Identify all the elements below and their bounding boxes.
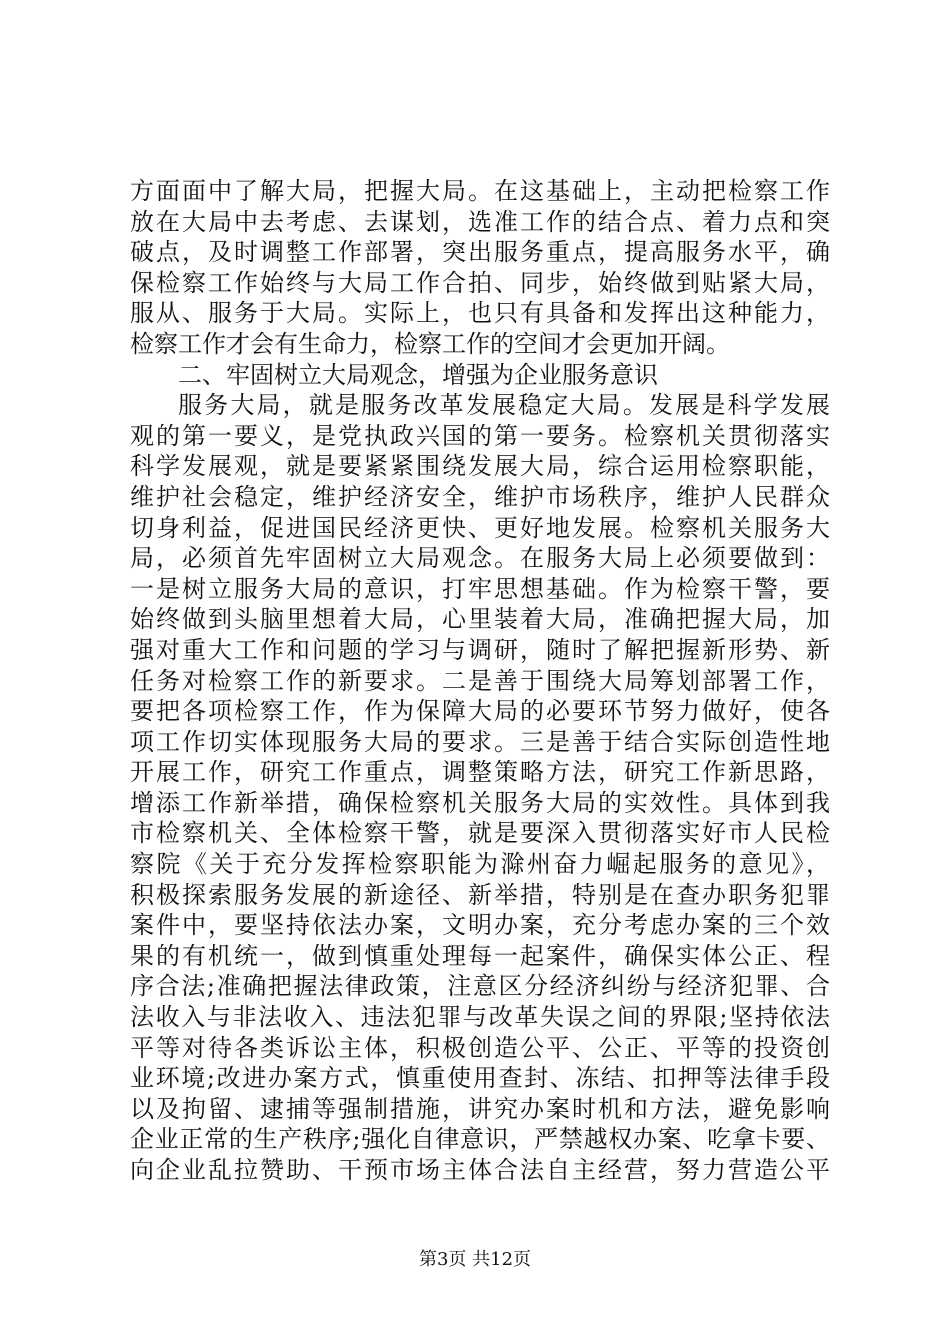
text-line: 检察工作才会有生命力，检察工作的空间才会更加开阔。 <box>130 329 730 358</box>
text-line: 向企业乱拉赞助、干预市场主体合法自主经营，努力营造公平 <box>130 1156 830 1184</box>
page-number: 第3页 共12页 <box>418 1249 532 1270</box>
text-line: 切身利益，促进国民经济更快、更好地发展。检察机关服务大 <box>130 513 830 542</box>
text-line: 保检察工作始终与大局工作合拍、同步，始终做到贴紧大局， <box>130 268 830 297</box>
text-line: 积极探索服务发展的新途径、新举措，特别是在查办职务犯罪 <box>130 880 830 909</box>
paragraph-body <box>130 390 830 1185</box>
text-line: 项工作切实体现服务大局的要求。三是善于结合实际创造性地 <box>130 727 830 756</box>
text-line: 局，必须首先牢固树立大局观念。在服务大局上必须要做到： <box>130 544 830 573</box>
text-line: 始终做到头脑里想着大局，心里装着大局，准确把握大局，加 <box>130 605 830 634</box>
text-line: 方面面中了解大局，把握大局。在这基础上，主动把检察工作 <box>130 177 830 205</box>
text-line: 序合法;准确把握法律政策，注意区分经济纠纷与经济犯罪、合 <box>130 972 830 1001</box>
text-line: 市检察机关、全体检察干警，就是要深入贯彻落实好市人民检 <box>130 819 830 848</box>
text-line: 任务对检察工作的新要求。二是善于围绕大局筹划部署工作， <box>130 666 830 695</box>
text-line: 企业正常的生产秩序;强化自律意识，严禁越权办案、吃拿卡要、 <box>130 1125 830 1154</box>
section-heading: 二、牢固树立大局观念，增强为企业服务意识 <box>178 360 658 389</box>
text-line: 强对重大工作和问题的学习与调研，随时了解把握新形势、新 <box>130 635 830 664</box>
text-line: 观的第一要义，是党执政兴国的第一要务。检察机关贯彻落实 <box>130 421 830 450</box>
text-line: 放在大局中去考虑、去谋划，选准工作的结合点、着力点和突 <box>130 207 830 236</box>
text-line: 察院《关于充分发挥检察职能为滁州奋力崛起服务的意见》， <box>130 850 830 879</box>
text-line: 开展工作，研究工作重点，调整策略方法，研究工作新思路， <box>130 758 830 787</box>
text-line: 业环境;改进办案方式，慎重使用查封、冻结、扣押等法律手段 <box>130 1064 830 1093</box>
document-body <box>130 176 830 1186</box>
text-line: 平等对待各类诉讼主体，积极创造公平、公正、平等的投资创 <box>130 1033 830 1062</box>
text-line: 增添工作新举措，确保检察机关服务大局的实效性。具体到我 <box>130 788 830 817</box>
text-line: 服从、服务于大局。实际上，也只有具备和发挥出这种能力， <box>130 299 830 328</box>
text-line: 服务大局，就是服务改革发展稳定大局。发展是科学发展 <box>178 391 830 420</box>
text-line: 维护社会稳定，维护经济安全，维护市场秩序，维护人民群众 <box>130 482 830 511</box>
text-line: 案件中，要坚持依法办案，文明办案，充分考虑办案的三个效 <box>130 911 830 940</box>
text-line: 法收入与非法收入、违法犯罪与改革失误之间的界限;坚持依法 <box>130 1003 830 1032</box>
paragraph-continued <box>130 176 830 360</box>
text-line: 要把各项检察工作，作为保障大局的必要环节努力做好，使各 <box>130 697 830 726</box>
text-line: 果的有机统一，做到慎重处理每一起案件，确保实体公正、程 <box>130 941 830 970</box>
text-line: 以及拘留、逮捕等强制措施，讲究办案时机和方法，避免影响 <box>130 1094 830 1123</box>
text-line: 破点，及时调整工作部署，突出服务重点，提高服务水平，确 <box>130 238 830 267</box>
text-line: 一是树立服务大局的意识，打牢思想基础。作为检察干警，要 <box>130 574 830 603</box>
text-line: 科学发展观，就是要紧紧围绕发展大局，综合运用检察职能， <box>130 452 830 481</box>
